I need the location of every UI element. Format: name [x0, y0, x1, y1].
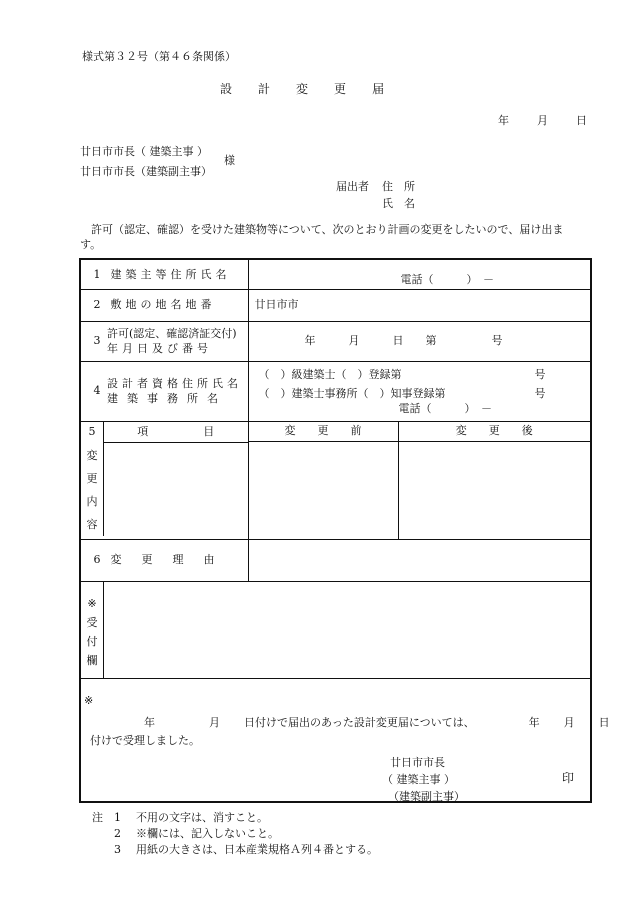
addressee-line-1: 廿日市市長（ 建築主事 ） [80, 145, 208, 158]
note-item [92, 842, 378, 858]
changes-item-field[interactable] [104, 443, 248, 536]
note-num: 2 [114, 827, 121, 840]
row-receipt [80, 581, 591, 678]
title-char: 更 [334, 82, 347, 96]
changes-vertical-label [81, 422, 104, 536]
vertical-char: 変 [86, 448, 98, 462]
submitter-name-label[interactable]: 氏 名 [382, 197, 415, 210]
acceptance-line-2: 付けで受理しました。 [90, 734, 200, 747]
row-num: 1 [93, 267, 101, 281]
note-text: 用紙の大きさは、日本産業規格Ａ列４番とする。 [136, 843, 378, 856]
designer-office-suffix: 号 [534, 386, 546, 400]
honorific: 様 [224, 154, 235, 167]
row-designer [80, 361, 591, 421]
notes [92, 810, 378, 858]
owner-field[interactable] [248, 259, 591, 289]
form-code: 様式第３２号（第４６条関係） [82, 50, 236, 63]
col-header-after: 変 更 後 [398, 421, 591, 441]
row-label-line-2: 年月日及び番号 [107, 342, 212, 355]
intro-text: 許可（認定、確認）を受けた建築物等について、次のとおり計画の変更をしたいので、届け出ます。 [80, 223, 564, 251]
receipt-field [104, 582, 590, 678]
date-month-label: 月 [537, 114, 548, 127]
row-label-line-1: 許可(認定、確認済証交付) [107, 327, 237, 340]
vertical-char: 付 [86, 634, 98, 648]
official-line-1: （ 建築主事 ） [382, 773, 455, 786]
note-num: 1 [114, 811, 121, 824]
row-owner [80, 259, 591, 289]
note-item [92, 810, 378, 826]
note-item [92, 826, 378, 842]
acceptance-year-label: 年 [144, 716, 155, 729]
acceptance-mark: ※ [84, 694, 94, 707]
acceptance-line-1 [144, 716, 610, 729]
mayor-title: 廿日市市長 [390, 756, 445, 769]
acceptance-month2-label: 月 [563, 716, 575, 729]
title-char: 届 [372, 82, 385, 96]
row-label: 敷地の地名地番 [110, 298, 216, 312]
note-num: 3 [114, 843, 121, 856]
submitter-block [336, 178, 415, 212]
title-char: 設 [220, 82, 233, 96]
acceptance-month-label: 月 [209, 716, 220, 729]
date-year-label: 年 [498, 114, 509, 127]
addressee [80, 142, 212, 182]
submitter-label: 届出者 [336, 180, 369, 193]
addressee-line-2: 廿日市市長（建築副主事） [80, 165, 212, 178]
submission-date[interactable] [498, 114, 615, 127]
vertical-char: 内 [86, 494, 98, 508]
vertical-char: 容 [86, 517, 98, 531]
note-text: 不用の文字は、消すこと。 [136, 811, 268, 824]
row-label-line-2: 建築事務所名 [107, 392, 227, 405]
designer-field[interactable] [248, 361, 591, 421]
vertical-char: 欄 [86, 653, 98, 667]
date-day-label: 日 [576, 114, 587, 127]
permit-value: 年 月 日 第 号 [304, 334, 503, 348]
notes-prefix: 注 [92, 811, 103, 824]
note-text: ※欄には、記入しないこと。 [136, 827, 279, 840]
reason-field[interactable] [248, 539, 591, 581]
changes-before-field[interactable] [248, 441, 398, 539]
acceptance-day2-label: 日 [598, 716, 610, 729]
row-num: 5 [88, 424, 96, 438]
col-header-before: 変 更 前 [248, 421, 398, 441]
site-value: 廿日市市 [254, 298, 299, 312]
official-line-2: （建築副主事） [388, 790, 465, 803]
designer-license-suffix: 号 [534, 367, 546, 381]
row-changes-header [80, 421, 591, 441]
row-num: 4 [93, 384, 101, 398]
page-title [220, 82, 410, 96]
changes-after-field[interactable] [398, 441, 591, 539]
acceptance-year2-label: 年 [528, 716, 540, 729]
row-num: 3 [93, 334, 101, 348]
title-char: 変 [296, 82, 309, 96]
site-field[interactable] [248, 289, 591, 321]
submitter-address-label[interactable]: 住 所 [382, 180, 415, 193]
vertical-char: 受 [86, 615, 98, 629]
row-label-line-1: 設計者資格住所氏名 [107, 377, 242, 390]
row-reason [80, 539, 591, 581]
row-label: 変更理由 [110, 553, 235, 567]
receipt-mark: ※ [87, 596, 97, 610]
designer-phone: 電話（ ） － [398, 401, 492, 415]
owner-phone: 電話（ ） － [400, 273, 494, 287]
row-site [80, 289, 591, 321]
row-label: 建築主等住所氏名 [110, 267, 231, 281]
designer-license-line: （ ）級建築士（ ）登録第 [258, 367, 402, 381]
row-num: 6 [93, 553, 101, 567]
row-num: 2 [93, 298, 101, 312]
designer-office-line: （ ）建築士事務所（ ）知事登録第 [258, 386, 446, 400]
permit-field[interactable] [248, 321, 591, 361]
receipt-vertical-label [81, 582, 104, 678]
vertical-char: 更 [86, 471, 98, 485]
row-permit [80, 321, 591, 361]
acceptance-text: 日付けで届出のあった設計変更届については、 [244, 716, 475, 729]
col-header-item: 項 目 [104, 422, 248, 443]
mayor-block [382, 754, 465, 805]
seal-mark: 印 [562, 771, 575, 785]
title-char: 計 [258, 82, 271, 96]
